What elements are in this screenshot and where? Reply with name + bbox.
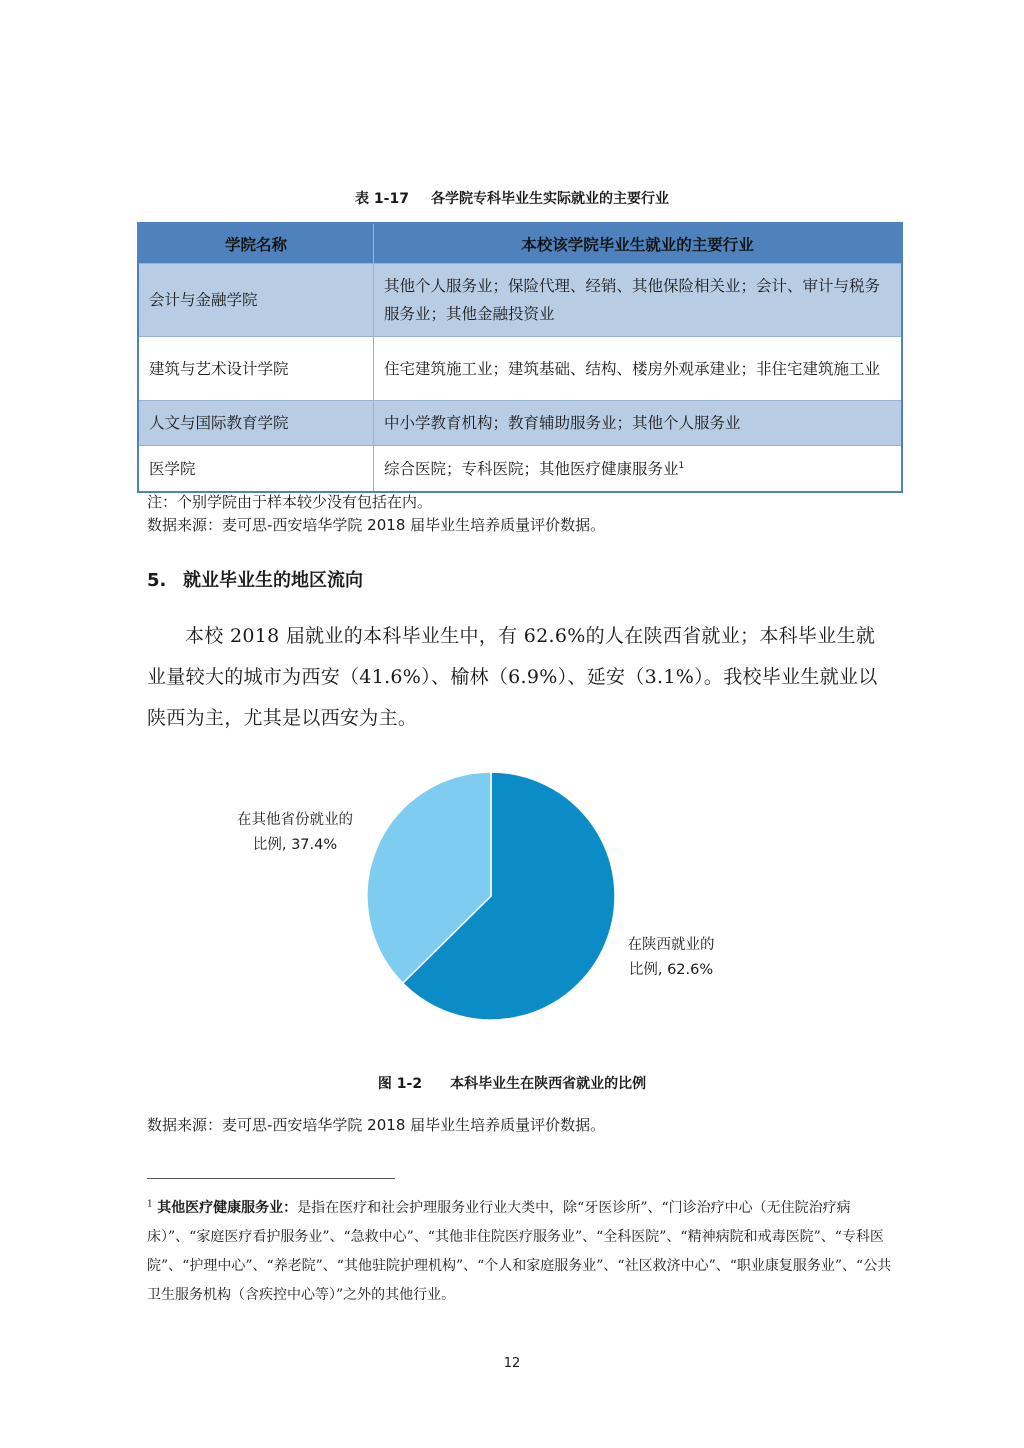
figure-caption-label: 图 1-2	[377, 1076, 423, 1092]
pie-label-other-provinces	[212, 808, 378, 858]
footnote-term: 其他医疗健康服务业：	[157, 1200, 298, 1216]
college-cell: 医学院	[138, 446, 374, 493]
table-caption-label: 表 1-17	[355, 191, 409, 207]
header-college: 学院名称	[138, 223, 374, 264]
footnote-text: 是指在医疗和社会护理服务业行业大类中，除“牙医诊所”、“门诊治疗中心（无住院治疗病床）”、“家庭医疗看护服务业”、“急救中心”、“其他非住院医疗服务业”、“全科医院”、“精神病院和戒毒医院”、“专科医院”、“护理中心”、“养老院”、“其他驻院护理机构”、“个人和家庭服务业”、“社区救济中心”、“职业康复服务业”、“公共卫生服务机构（含疾控中心等）”之外的其他行业。	[147, 1200, 892, 1303]
section-title: 就业毕业生的地区流向	[183, 570, 363, 591]
footnote	[147, 1194, 895, 1310]
figure-caption	[0, 1073, 1024, 1093]
header-industries: 本校该学院毕业生就业的主要行业	[374, 223, 903, 264]
table-caption-title: 各学院专科毕业生实际就业的主要行业	[430, 191, 669, 207]
table-row	[138, 337, 902, 401]
figure-caption-title: 本科毕业生在陕西省就业的比例	[450, 1076, 647, 1092]
table-note: 注：个别学院由于样本较少没有包括在内。	[147, 493, 433, 511]
page-number: 12	[503, 1356, 521, 1371]
footnote-number: 1	[147, 1199, 153, 1210]
college-cell: 会计与金融学院	[138, 264, 374, 337]
section-heading	[147, 566, 363, 592]
pie-chart	[0, 760, 1024, 1060]
industry-table	[137, 222, 903, 493]
table-caption	[0, 188, 1024, 208]
college-cell: 人文与国际教育学院	[138, 401, 374, 446]
pie-label-value: 比例, 62.6%	[628, 962, 714, 978]
pie-label-line: 在其他省份就业的	[237, 812, 353, 828]
pie-label-shaanxi	[606, 933, 736, 983]
industries-cell: 中小学教育机构；教育辅助服务业；其他个人服务业	[374, 401, 903, 446]
industries-text: 综合医院；专科医院；其他医疗健康服务业	[384, 459, 679, 478]
pie-label-value: 比例, 37.4%	[252, 837, 338, 853]
pie-label-line: 在陕西就业的	[627, 937, 715, 953]
industries-cell	[374, 446, 903, 493]
table-row	[138, 446, 902, 493]
table-header-row	[138, 223, 902, 264]
footnote-divider	[147, 1178, 395, 1179]
table-source: 数据来源：麦可思-西安培华学院 2018 届毕业生培养质量评价数据。	[147, 516, 606, 534]
section-number: 5.	[147, 570, 167, 591]
figure-source: 数据来源：麦可思-西安培华学院 2018 届毕业生培养质量评价数据。	[147, 1116, 606, 1134]
college-cell: 建筑与艺术设计学院	[138, 337, 374, 401]
pie-slices	[367, 772, 615, 1020]
table-row	[138, 401, 902, 446]
industries-cell: 住宅建筑施工业；建筑基础、结构、楼房外观承建业；非住宅建筑施工业	[374, 337, 903, 401]
industries-cell: 其他个人服务业；保险代理、经销、其他保险相关业；会计、审计与税务服务业；其他金融投资业	[374, 264, 903, 337]
body-paragraph: 本校 2018 届就业的本科毕业生中，有 62.6%的人在陕西省就业；本科毕业生就业量较大的城市为西安（41.6%）、榆林（6.9%）、延安（3.1%）。我校毕业生就业以陕西为主，尤其是以西安为主。	[147, 625, 878, 729]
footnote-mark[interactable]: 1	[678, 460, 685, 471]
table-row	[138, 264, 902, 337]
